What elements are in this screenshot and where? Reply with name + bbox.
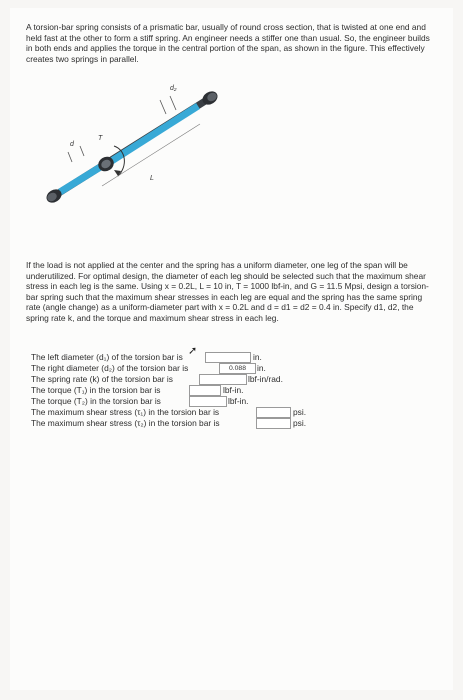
length-label: L [150,175,154,182]
torque-arrowhead [114,170,121,176]
answer-input[interactable] [189,396,227,407]
question-label: The left diameter (d₁) of the torsion bar is [31,352,183,362]
unit-label: psi. [293,418,307,428]
unit-label: in. [257,363,266,373]
torsion-bar-diagram [10,76,453,226]
problem-card [10,8,453,690]
intro-paragraph: A torsion-bar spring consists of a prismatic bar, usually of round cross section, that is twisted at one end and held fast at the other to form a stiff spring. An engineer needs a stiffer one than usual. So, the engineer builds in both ends and applies the torque in the central portion of the span, as shown in the figure. This effectively creates two springs in parallel. [26,22,430,64]
answer-input[interactable] [256,407,291,418]
details-paragraph: If the load is not applied at the center and the spring has a uniform diameter, one leg of the span will be underutilized. For optimal design, the diameter of each leg should be selected such that the maximum shear stress in each leg is the same. Using x = 0.2L, L = 10 in, T = 1000 lbf-in, and G = 11.5 Mpsi, design a torsion-bar spring such that the maximum shear stresses in each leg are equal and the spring has the same spring rate (angle change) as a uniform-diameter part with x = 0.2L and d = d1 = d2 = 0.4 in. Specify d1, d2, the spring rate k, and the torque and maximum shear stress in each leg. [26,260,429,323]
unit-label: lbf-in. [223,385,244,395]
answer-input[interactable] [205,352,251,363]
question-label: The maximum shear stress (τ₁) in the torsion bar is [31,407,220,417]
answer-input[interactable] [199,374,247,385]
question-label: The spring rate (k) of the torsion bar is [31,374,173,384]
question-label: The right diameter (d₂) of the torsion bar is [31,363,189,373]
question-label: The torque (T₂) in the torsion bar is [31,396,161,406]
answer-input[interactable] [256,418,291,429]
d2-label: d₂ [170,85,177,92]
d1-label: d [70,141,74,148]
question-label: The maximum shear stress (τ₂) in the torsion bar is [31,418,220,428]
torsion-bar-figure [10,76,453,226]
answer-input[interactable]: 0.088 [219,363,256,374]
unit-label: lbf-in. [228,396,249,406]
mouse-cursor-icon: ➚ [188,345,198,357]
torsion-bar [54,98,210,196]
torque-label: T [98,135,103,142]
question-label: The torque (T₁) in the torsion bar is [31,385,161,395]
answer-input[interactable] [189,385,221,396]
unit-label: psi. [293,407,307,417]
unit-label: in. [253,352,262,362]
unit-label: lbf-in/rad. [248,374,283,384]
